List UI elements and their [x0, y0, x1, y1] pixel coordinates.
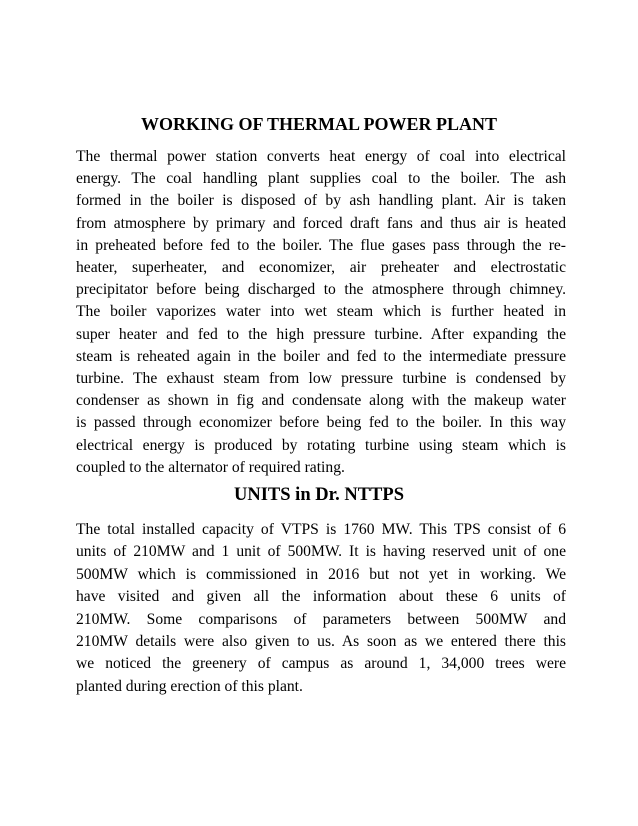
- paragraph-units: [76, 519, 566, 698]
- text-line: turbine. The exhaust steam from low pressure turbine is condensed by: [76, 370, 566, 388]
- text-line: condenser as shown in fig and condensate along with the makeup water: [76, 392, 566, 410]
- section-heading-working: WORKING OF THERMAL POWER PLANT: [140, 114, 498, 134]
- text-line: coupled to the alternator of required rating.: [76, 458, 345, 476]
- text-line: super heater and fed to the high pressure turbine. After expanding the: [76, 325, 566, 343]
- text-line: The thermal power station converts heat energy of coal into electrical: [76, 148, 566, 165]
- text-line: The boiler vaporizes water into wet steam which is further heated in: [76, 303, 566, 321]
- text-line: formed in the boiler is disposed of by ash handling plant. Air is taken: [76, 192, 566, 210]
- text-line: in preheated before fed to the boiler. The flue gases pass through the re-: [76, 236, 566, 254]
- text-line: 210MW details were also given to us. As soon as we entered there this: [76, 633, 566, 651]
- text-line: from atmosphere by primary and forced draft fans and thus air is heated: [76, 214, 566, 232]
- text-line: is passed through economizer before being fed to the boiler. In this way: [76, 414, 566, 432]
- text-line: planted during erection of this plant.: [76, 677, 303, 695]
- text-line: have visited and given all the information about these 6 units of: [76, 588, 566, 606]
- text-line: we noticed the greenery of campus as around 1, 34,000 trees were: [76, 655, 566, 673]
- paragraph-working: [76, 146, 566, 479]
- text-line: electrical energy is produced by rotating turbine using steam which is: [76, 436, 566, 454]
- text-line: energy. The coal handling plant supplies coal to the boiler. The ash: [76, 170, 566, 188]
- text-line: 500MW which is commissioned in 2016 but not yet in working. We: [76, 565, 566, 583]
- text-line: steam is reheated again in the boiler and fed to the intermediate pressure: [76, 347, 566, 365]
- text-line: heater, superheater, and economizer, air preheater and electrostatic: [76, 259, 566, 277]
- text-line: 210MW. Some comparisons of parameters between 500MW and: [76, 610, 566, 628]
- text-line: units of 210MW and 1 unit of 500MW. It is having reserved unit of one: [76, 543, 566, 561]
- section-heading-units: UNITS in Dr. NTTPS: [234, 485, 404, 505]
- text-line: The total installed capacity of VTPS is 1760 MW. This TPS consist of 6: [76, 521, 566, 538]
- text-line: precipitator before being discharged to the atmosphere through chimney.: [76, 281, 566, 299]
